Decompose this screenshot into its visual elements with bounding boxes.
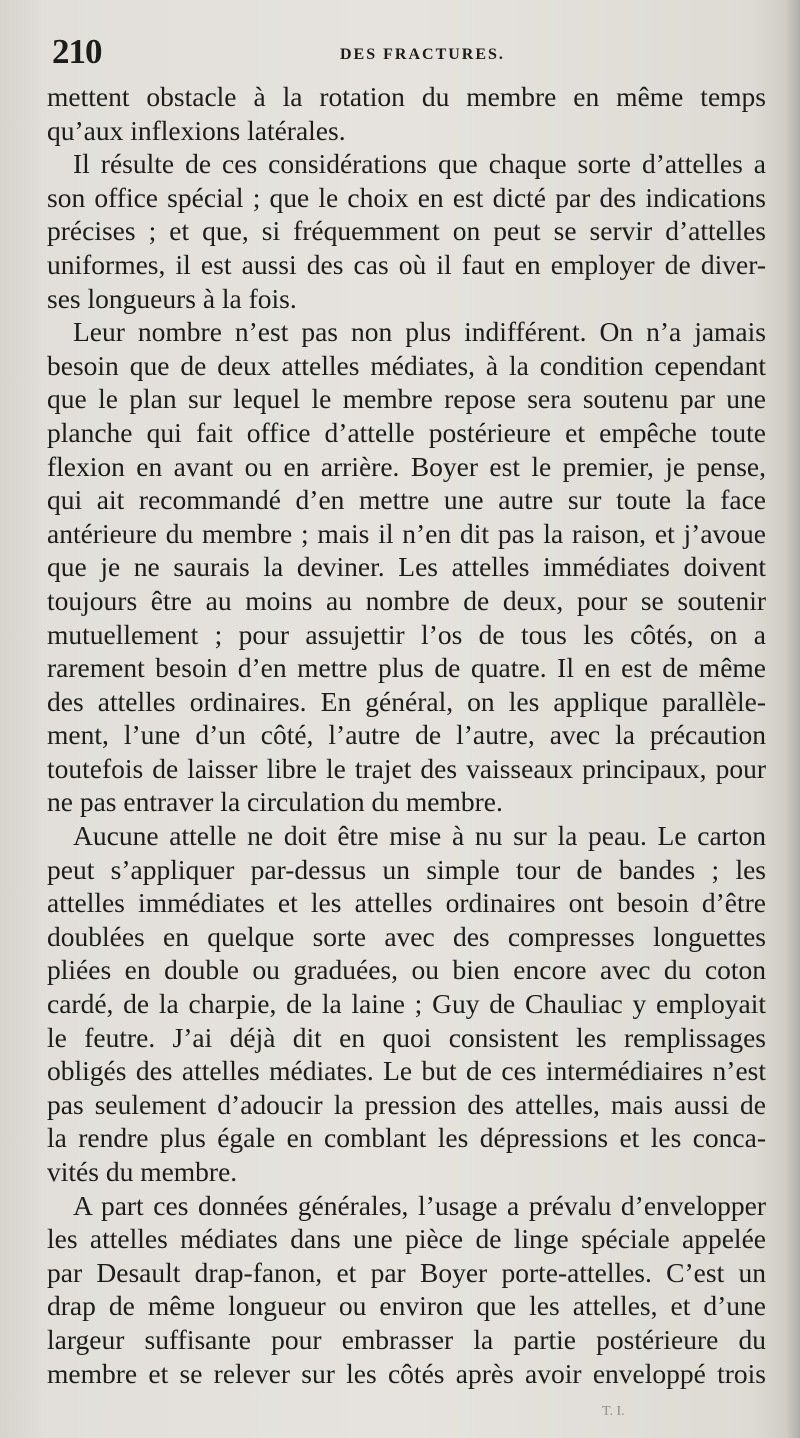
body-text xyxy=(47,80,766,1390)
text-line: vités du membre. xyxy=(47,1156,238,1187)
text-line: ment, l’une d’un côté, l’autre de l’autre, avec la précaution xyxy=(47,719,766,751)
text-line: le feutre. J’ai déjà dit en quoi consistent les remplissages xyxy=(47,1021,766,1053)
text-line: pliées en double ou graduées, ou bien encore avec du coton xyxy=(47,954,766,986)
text-line: besoin que de deux attelles médiates, à la condition cependant xyxy=(47,349,766,381)
text-line: que le plan sur lequel le membre repose sera soutenu par une xyxy=(47,383,766,415)
text-line: son office spécial ; que le choix en est dicté par des indications xyxy=(47,181,766,213)
text-line: uniformes, il est aussi des cas où il faut en employer de diver- xyxy=(47,248,766,280)
text-line: qui ait recommandé d’en mettre une autre sur toute la face xyxy=(47,484,766,516)
page-edge-shadow xyxy=(786,0,800,1438)
text-line: mettent obstacle à la rotation du membre en même temps xyxy=(47,81,766,112)
text-line: ne pas entraver la circulation du membre. xyxy=(47,786,503,818)
text-line: obligés des attelles médiates. Le but de ces intermédiaires n’est xyxy=(47,1055,766,1087)
page-header xyxy=(48,28,760,78)
text-line: attelles immédiates et les attelles ordinaires ont besoin d’être xyxy=(47,887,766,919)
text-line: pas seulement d’adoucir la pression des attelles, mais aussi de xyxy=(47,1088,766,1120)
running-head: DES FRACTURES. xyxy=(340,46,505,63)
text-line: des attelles ordinaires. En général, on les applique parallèle- xyxy=(47,685,766,717)
text-line: la rendre plus égale en comblant les dépressions et les conca- xyxy=(47,1122,766,1154)
text-line: que je ne saurais la deviner. Les attelles immédiates doivent xyxy=(47,551,766,583)
text-line: toujours être au moins au nombre de deux, pour se soutenir xyxy=(47,584,766,616)
text-line: les attelles médiates dans une pièce de linge spéciale appelée xyxy=(47,1223,766,1255)
text-line: par Desault drap-fanon, et par Boyer porte-attelles. C’est un xyxy=(47,1256,766,1288)
text-line: Aucune attelle ne doit être mise à nu sur la peau. Le carton xyxy=(73,820,766,852)
text-line: planche qui fait office d’attelle postérieure et empêche toute xyxy=(47,416,766,448)
text-line: cardé, de la charpie, de la laine ; Guy de Chauliac y employait xyxy=(47,988,766,1020)
text-line: Leur nombre n’est pas non plus indifférent. On n’a jamais xyxy=(73,316,766,348)
text-line: peut s’appliquer par-dessus un simple tour de bandes ; les xyxy=(47,853,766,885)
text-line: doublées en quelque sorte avec des compresses longuettes xyxy=(47,920,766,952)
signature-mark: T. I. xyxy=(602,1404,625,1419)
page-number: 210 xyxy=(52,32,102,71)
text-line: précises ; et que, si fréquemment on peut se servir d’attelles xyxy=(47,215,766,247)
text-line: membre et se relever sur les côtés après avoir enveloppé trois xyxy=(47,1357,766,1389)
text-line: antérieure du membre ; mais il n’en dit pas la raison, et j’avoue xyxy=(47,517,766,549)
text-line: toutefois de laisser libre le trajet des vaisseaux principaux, pour xyxy=(47,752,766,784)
text-line: A part ces données générales, l’usage a prévalu d’envelopper xyxy=(73,1189,766,1221)
text-line: flexion en avant ou en arrière. Boyer est le premier, je pense, xyxy=(47,450,766,482)
text-line: largeur suffisante pour embrasser la partie postérieure du xyxy=(47,1323,766,1355)
text-line: drap de même longueur ou environ que les attelles, et d’une xyxy=(47,1290,766,1322)
text-line: rarement besoin d’en mettre plus de quatre. Il en est de même xyxy=(47,652,766,684)
text-line: Il résulte de ces considérations que chaque sorte d’attelles a xyxy=(73,148,766,180)
text-line: qu’aux inflexions latérales. xyxy=(47,114,346,146)
text-line: mutuellement ; pour assujettir l’os de tous les côtés, on a xyxy=(47,618,766,650)
text-line: ses longueurs à la fois. xyxy=(47,282,297,314)
